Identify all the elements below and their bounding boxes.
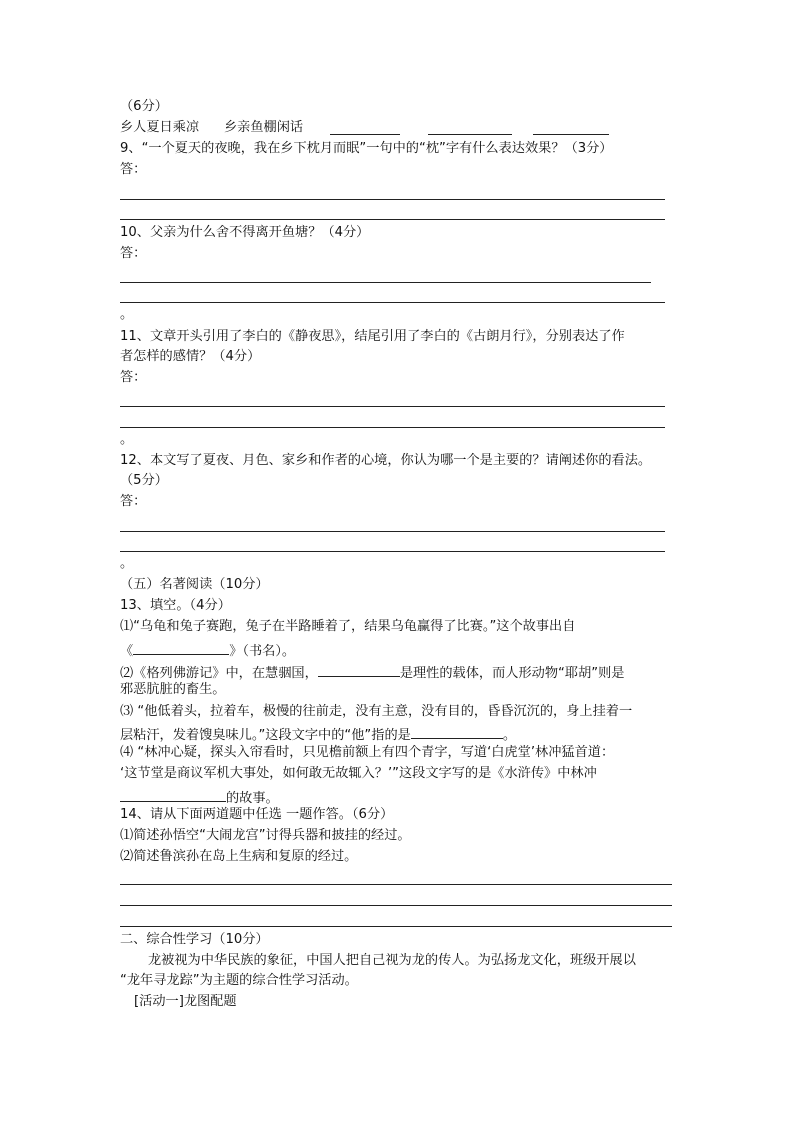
blank-2[interactable] <box>428 134 512 135</box>
q13-part-3-pre: 层粘汗，发着馊臭味儿。”这段文字中的“他”指的是 <box>120 728 411 743</box>
question-12-cont: （5分） <box>120 473 168 488</box>
score-label: （6分） <box>120 99 168 114</box>
intro-paragraph-cont: “龙年寻龙踪”为主题的综合性学习活动。 <box>120 973 358 988</box>
answer-line[interactable] <box>120 406 665 407</box>
answer-line[interactable] <box>120 427 665 428</box>
q13-part-3-post: 。 <box>502 728 517 743</box>
answer-line[interactable] <box>120 199 665 200</box>
answer-line[interactable] <box>120 531 665 532</box>
answer-line[interactable] <box>120 884 672 885</box>
blank-1[interactable] <box>330 134 400 135</box>
q13-part-3-cont <box>120 724 516 744</box>
question-10: 10、父亲为什么舍不得离开鱼塘？（4分） <box>120 225 370 240</box>
answer-line[interactable] <box>120 926 672 927</box>
answer-label: 答： <box>120 370 147 385</box>
q13-part-3: ⑶ “他低着头，拉着车，极慢的往前走，没有主意，没有目的，昏昏沉沉的，身上挂着一 <box>120 704 633 719</box>
answer-label: 答： <box>120 162 147 177</box>
question-11-cont: 者怎样的感情？（4分） <box>120 349 261 364</box>
fill-blank[interactable] <box>120 787 226 802</box>
q13-part-2 <box>120 662 624 682</box>
answer-end: 。 <box>120 307 134 322</box>
answer-line[interactable] <box>120 282 651 283</box>
question-9: 9、“一个夏天的夜晚，我在乡下枕月而眠”一句中的“枕”字有什么表达效果？（3分） <box>120 141 613 156</box>
activity-heading: [活动一]龙图配题 <box>134 994 237 1009</box>
book-close-label: 》（书名）。 <box>229 644 296 659</box>
q13-part-2-post: 是理性的载体，而人形动物“耶胡”则是 <box>399 666 625 681</box>
answer-end: 。 <box>120 432 134 447</box>
intro-paragraph: 龙被视为中华民族的象征，中国人把自己视为龙的传人。为弘扬龙文化，班级开展以 <box>148 953 636 968</box>
q14-option-2: ⑵简述鲁滨孙在岛上生病和复原的经过。 <box>120 849 358 864</box>
option-line-a: 乡人夏日乘凉 <box>120 120 200 135</box>
book-open-bracket: 《 <box>120 644 134 659</box>
q13-part-4: ⑷ “林冲心疑，探头入帘看时，只见檐前额上有四个青字，写道‘白虎堂’林冲猛首道： <box>120 745 615 760</box>
blank-3[interactable] <box>533 134 609 135</box>
answer-label: 答： <box>120 494 147 509</box>
question-14: 14、请从下面两道题中任选 一题作答。（6分） <box>120 807 394 822</box>
q13-part-4-end <box>120 787 279 807</box>
answer-line[interactable] <box>120 302 665 303</box>
question-11: 11、文章开头引用了李白的《静夜思》，结尾引用了李白的《古朗月行》，分别表达了作 <box>120 329 625 344</box>
book-title-blank[interactable] <box>133 640 229 655</box>
answer-line[interactable] <box>120 905 672 906</box>
answer-line[interactable] <box>120 219 665 220</box>
q13-part-2-cont: 邪恶肮脏的畜生。 <box>120 682 226 697</box>
fill-blank[interactable] <box>318 662 400 677</box>
q13-part-4-post: 的故事。 <box>226 791 279 806</box>
question-13: 13、填空。（4分） <box>120 598 231 613</box>
fill-blank[interactable] <box>411 724 503 739</box>
section-title: （五）名著阅读（10分） <box>120 577 269 592</box>
question-12: 12、本文写了夏夜、月色、家乡和作者的心境，你认为哪一个是主要的？请阐述你的看法。 <box>120 453 652 468</box>
option-line-b: 乡亲鱼棚闲话 <box>224 120 304 135</box>
answer-end: 。 <box>120 556 134 571</box>
answer-line[interactable] <box>120 551 665 552</box>
q13-part-1: ⑴“乌龟和兔子赛跑，兔子在半路睡着了，结果乌龟赢得了比赛。”这个故事出自 <box>120 619 576 634</box>
answer-label: 答： <box>120 246 147 261</box>
q13-part-1-blank-line <box>120 640 295 660</box>
q14-option-1: ⑴简述孙悟空“大闹龙宫”讨得兵器和披挂的经过。 <box>120 828 411 843</box>
part-title: 二、综合性学习（10分） <box>120 932 269 947</box>
q13-part-4-cont: ‘这节堂是商议军机大事处，如何敢无故辄入？’”这段文字写的是《水浒传》中林冲 <box>120 766 597 781</box>
q13-part-2-pre: ⑵《格列佛游记》中，在慧骃国， <box>120 666 318 681</box>
